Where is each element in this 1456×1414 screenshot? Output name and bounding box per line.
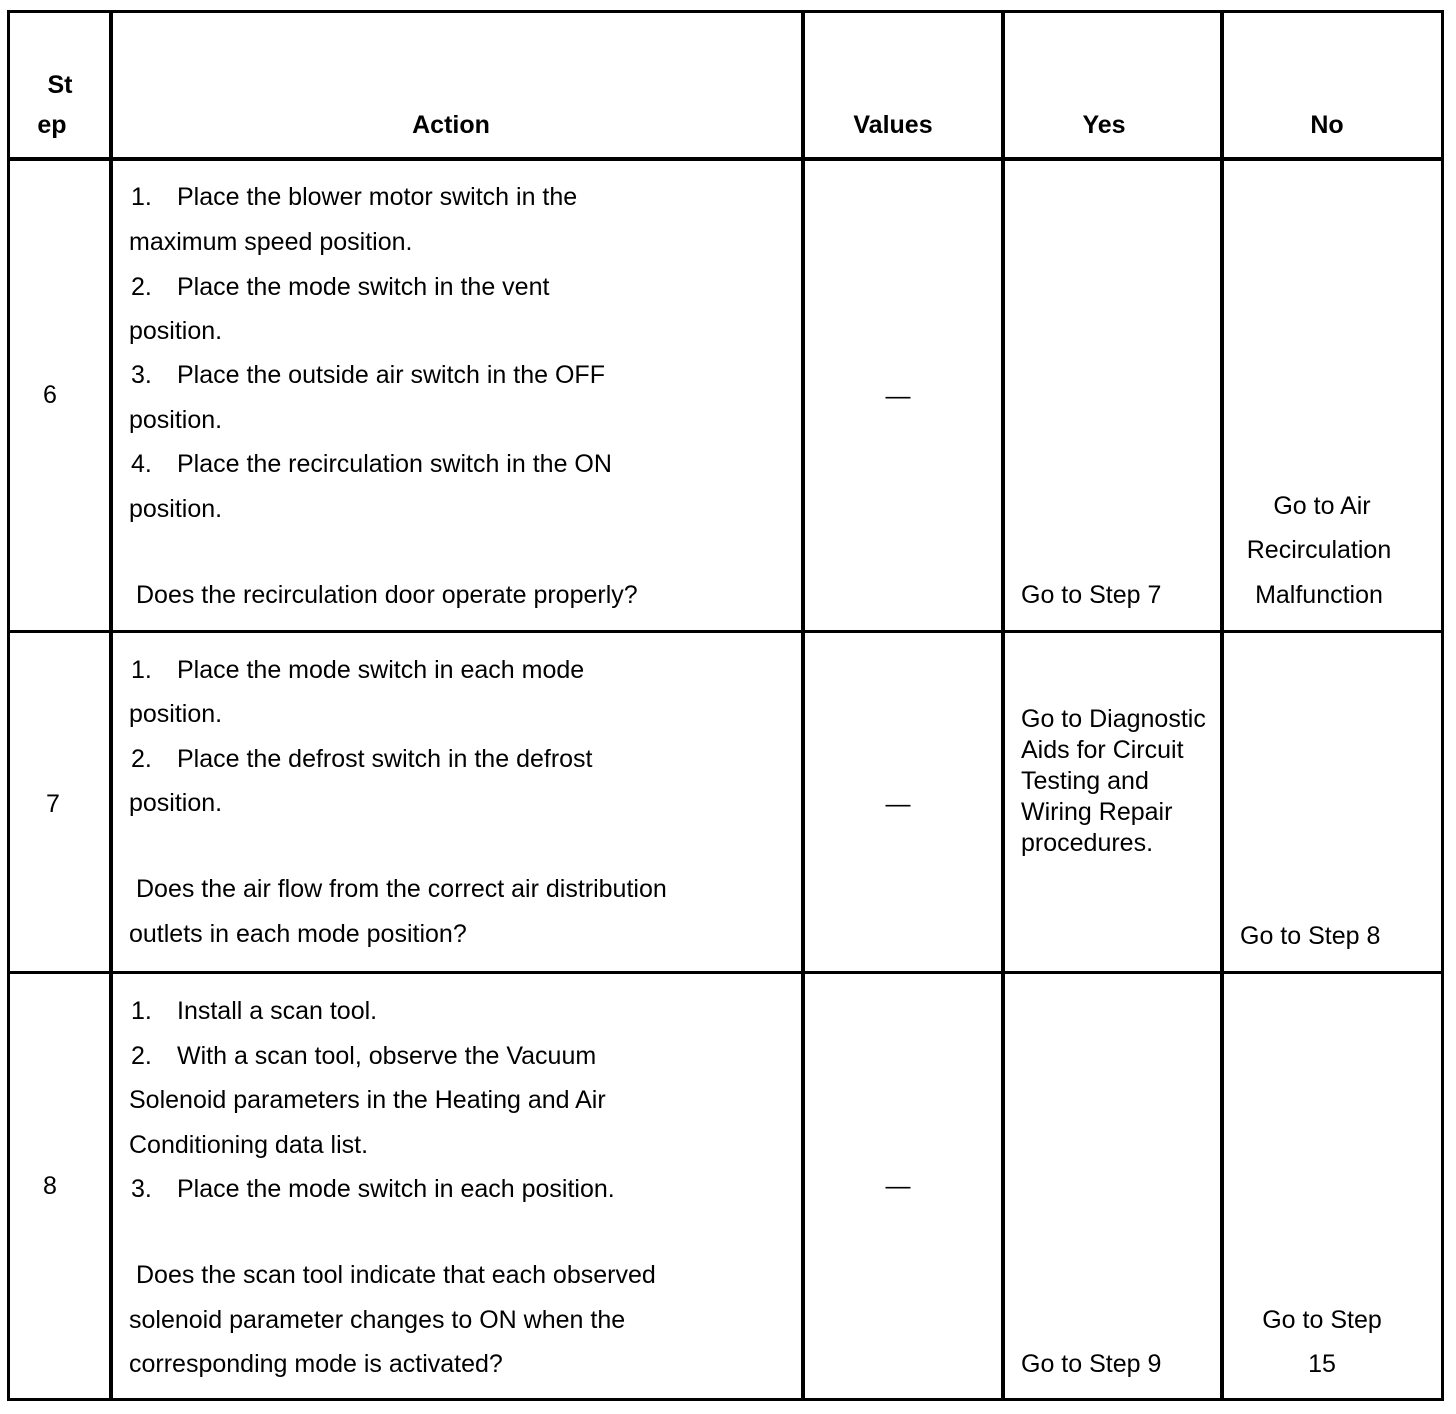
step-number: 7 (46, 790, 60, 818)
action-item (131, 185, 577, 210)
action-item (131, 1177, 615, 1202)
yes-cell-line: Wiring Repair (1021, 798, 1173, 826)
value-cell: — (885, 790, 911, 818)
row-divider (8, 971, 1444, 974)
action-item (131, 452, 612, 477)
action-text-cont: Conditioning data list. (129, 1131, 369, 1159)
action-text: Install a scan tool. (177, 997, 378, 1025)
action-number: 4. (131, 450, 152, 478)
no-cell-line: Recirculation (1246, 536, 1392, 564)
action-text-cont: position. (129, 495, 223, 523)
action-number: 3. (131, 1175, 152, 1203)
no-cell-line: Malfunction (1255, 581, 1383, 609)
action-item (131, 747, 593, 772)
header-divider (8, 157, 1444, 161)
action-text-cont: position. (129, 317, 223, 345)
action-question-cont: corresponding mode is activated? (129, 1350, 503, 1378)
action-text: Place the outside air switch in the OFF (177, 361, 605, 389)
yes-cell-line: procedures. (1021, 829, 1154, 857)
no-cell-line: Go to Step (1262, 1306, 1382, 1334)
action-number: 1. (131, 656, 152, 684)
action-text: Place the recirculation switch in the ON (177, 450, 612, 478)
value-cell: — (885, 382, 911, 410)
action-number: 1. (131, 183, 152, 211)
action-text: Place the blower motor switch in the (177, 183, 578, 211)
action-number: 1. (131, 997, 152, 1025)
action-question-cont: outlets in each mode position? (129, 920, 467, 948)
action-question-cont: solenoid parameter changes to ON when the (129, 1306, 626, 1334)
table-border-right (1441, 10, 1444, 1401)
header-step-line2: ep (37, 111, 67, 139)
step-number: 6 (43, 381, 57, 409)
table-border-bottom (8, 1398, 1444, 1401)
action-text-cont: maximum speed position. (129, 228, 413, 256)
column-divider (109, 10, 113, 1401)
header-step-line1: St (47, 71, 73, 99)
action-item (131, 658, 584, 683)
column-divider (1001, 10, 1005, 1401)
value-cell: — (885, 1172, 911, 1200)
action-text-cont: position. (129, 406, 223, 434)
no-cell: Go to Step 8 (1240, 922, 1381, 950)
action-text-cont: position. (129, 789, 223, 817)
action-question: Does the scan tool indicate that each observed (136, 1261, 656, 1289)
action-text: Place the mode switch in each position. (177, 1175, 615, 1203)
action-item (131, 1044, 596, 1069)
action-text: Place the defrost switch in the defrost (177, 745, 593, 773)
row-divider (8, 630, 1444, 633)
no-cell-line: Go to Air (1273, 492, 1371, 520)
action-text-cont: Solenoid parameters in the Heating and Air (129, 1086, 606, 1114)
action-question: Does the air flow from the correct air distribution (136, 875, 667, 903)
yes-cell-line: Aids for Circuit (1021, 736, 1184, 764)
header-yes: Yes (1082, 111, 1126, 139)
header-no: No (1310, 111, 1344, 139)
action-text: With a scan tool, observe the Vacuum (177, 1042, 597, 1070)
header-action: Action (412, 111, 490, 139)
yes-cell: Go to Step 9 (1021, 1350, 1162, 1378)
yes-cell-line: Testing and (1021, 767, 1149, 795)
yes-cell: Go to Step 7 (1021, 581, 1162, 609)
table-border-top (8, 10, 1444, 13)
action-item (131, 999, 377, 1024)
yes-cell-line: Go to Diagnostic (1021, 705, 1206, 733)
column-divider (1220, 10, 1224, 1401)
header-values: Values (853, 111, 933, 139)
action-item (131, 363, 605, 388)
step-number: 8 (43, 1172, 57, 1200)
action-question: Does the recirculation door operate properly? (136, 581, 638, 609)
action-text: Place the mode switch in the vent (177, 273, 550, 301)
action-text: Place the mode switch in each mode (177, 656, 585, 684)
action-number: 3. (131, 361, 152, 389)
action-text-cont: position. (129, 700, 223, 728)
action-number: 2. (131, 1042, 152, 1070)
action-number: 2. (131, 745, 152, 773)
no-cell-line: 15 (1308, 1350, 1336, 1378)
action-number: 2. (131, 273, 152, 301)
action-item (131, 275, 549, 300)
